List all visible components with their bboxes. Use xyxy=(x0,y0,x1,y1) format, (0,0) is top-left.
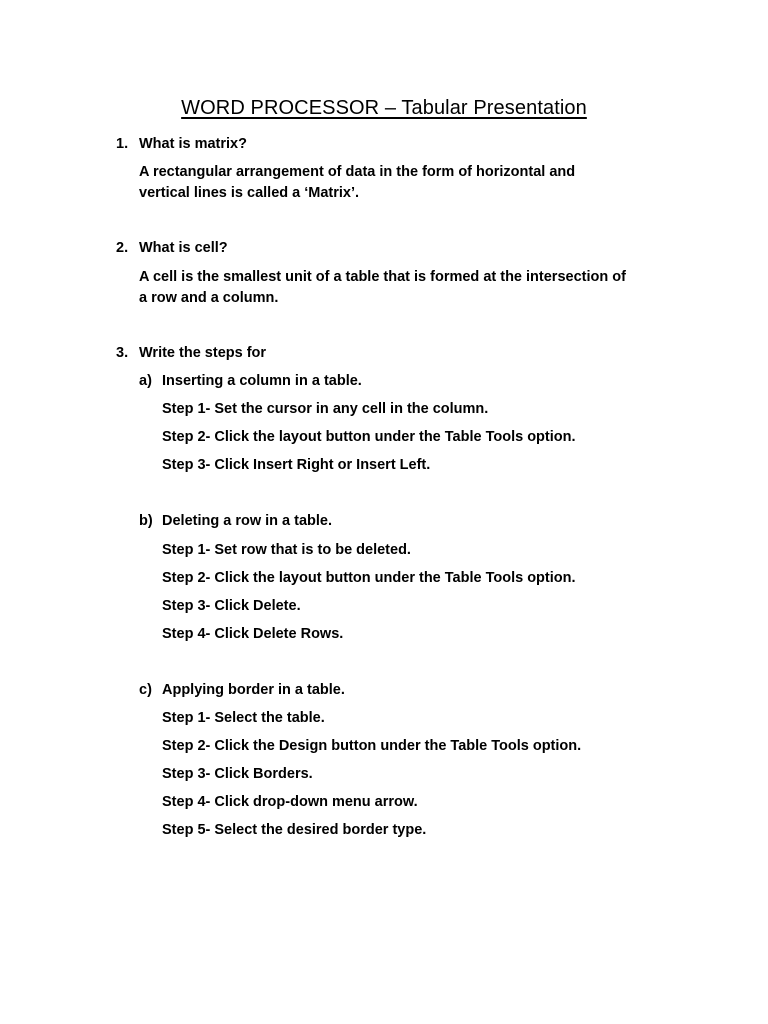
part-heading: Inserting a column in a table. xyxy=(162,373,362,389)
answer-line: a row and a column. xyxy=(139,290,279,306)
part-letter: c) xyxy=(139,682,152,698)
part-letter: a) xyxy=(139,373,152,389)
step-line: Step 1- Select the table. xyxy=(162,710,325,726)
question-number: 1. xyxy=(116,136,129,152)
step-line: Step 3- Click Insert Right or Insert Left. xyxy=(162,457,431,473)
step-line: Step 1- Set row that is to be deleted. xyxy=(162,542,411,558)
part-heading: Deleting a row in a table. xyxy=(162,513,333,529)
step-line: Step 4- Click Delete Rows. xyxy=(162,626,344,642)
step-line: Step 2- Click the layout button under the Table Tools option. xyxy=(162,429,576,445)
answer-line: A cell is the smallest unit of a table that is formed at the intersection of xyxy=(139,269,626,285)
step-line: Step 4- Click drop-down menu arrow. xyxy=(162,794,418,810)
step-line: Step 1- Set the cursor in any cell in the column. xyxy=(162,401,489,417)
answer-line: A rectangular arrangement of data in the form of horizontal and xyxy=(139,164,576,180)
answer-line: vertical lines is called a ‘Matrix’. xyxy=(139,185,360,201)
page-title: WORD PROCESSOR – Tabular Presentation xyxy=(181,97,587,119)
step-line: Step 3- Click Borders. xyxy=(162,766,313,782)
step-line: Step 3- Click Delete. xyxy=(162,598,301,614)
question-text: What is matrix? xyxy=(139,136,247,152)
question-text: Write the steps for xyxy=(139,345,267,361)
step-line: Step 2- Click the Design button under the Table Tools option. xyxy=(162,738,582,754)
part-heading: Applying border in a table. xyxy=(162,682,345,698)
step-line: Step 5- Select the desired border type. xyxy=(162,822,427,838)
question-number: 2. xyxy=(116,240,129,256)
step-line: Step 2- Click the layout button under the Table Tools option. xyxy=(162,570,576,586)
question-number: 3. xyxy=(116,345,129,361)
part-letter: b) xyxy=(139,513,153,529)
question-text: What is cell? xyxy=(139,240,228,256)
